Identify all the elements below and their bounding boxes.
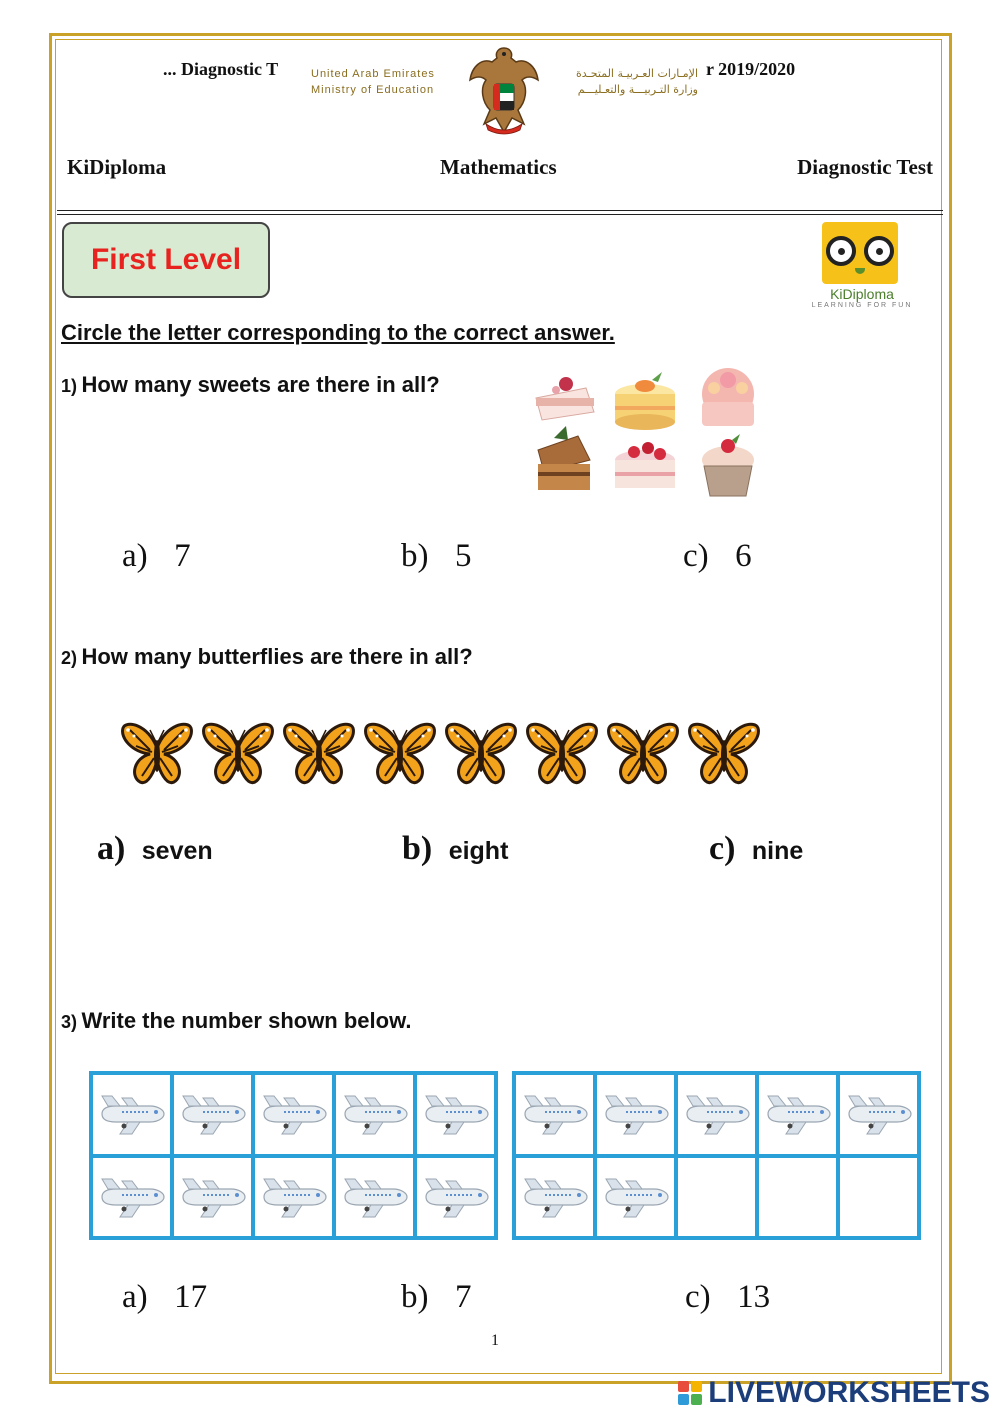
question-number: 1) xyxy=(61,376,78,396)
ten-frame-cell xyxy=(255,1158,332,1237)
cupcake-icon xyxy=(702,368,754,426)
cupcake-icon xyxy=(702,434,754,496)
header-right-text: r 2019/2020 xyxy=(706,59,796,79)
q3-option-c[interactable] xyxy=(685,1279,770,1316)
option-letter: a) xyxy=(122,1279,148,1315)
question-text: How many sweets are there in all? xyxy=(81,372,440,397)
ten-frame-cell xyxy=(759,1075,836,1154)
airplane-icon xyxy=(341,1175,409,1219)
ten-frame-cell xyxy=(597,1075,674,1154)
option-value: 7 xyxy=(454,1279,472,1315)
header-left-text: ... Diagnostic T xyxy=(163,59,279,79)
level-badge xyxy=(62,222,270,298)
option-value: nine xyxy=(751,837,804,865)
q2-option-a[interactable] xyxy=(97,830,213,868)
sweets-picture xyxy=(528,368,774,502)
liveworksheets-logo-icon xyxy=(678,1381,702,1405)
ministry-en-line2: Ministry of Education xyxy=(311,84,435,96)
airplane-icon xyxy=(341,1092,409,1136)
cake-icon xyxy=(536,377,594,420)
option-value: 7 xyxy=(174,538,191,574)
airplane-icon xyxy=(521,1175,589,1219)
ten-frame-cell xyxy=(417,1158,494,1237)
q2-option-b[interactable] xyxy=(402,830,508,868)
cake-icon xyxy=(538,426,590,490)
logo-tagline: LEARNING FOR FUN xyxy=(811,302,913,309)
header-divider xyxy=(57,210,943,211)
ten-frame-cell xyxy=(255,1075,332,1154)
question-3 xyxy=(61,1008,412,1034)
butterfly-icon xyxy=(606,718,680,788)
q1-option-b[interactable] xyxy=(401,538,471,575)
ministry-ar-line1: الإمـارات العـربيـة المتحـدة xyxy=(576,67,698,80)
airplane-icon xyxy=(260,1092,328,1136)
ten-frame-cell xyxy=(93,1075,170,1154)
airplane-icon xyxy=(422,1175,490,1219)
butterfly-icon xyxy=(282,718,356,788)
airplane-icon xyxy=(179,1092,247,1136)
q3-option-b[interactable] xyxy=(401,1279,471,1316)
option-letter: b) xyxy=(401,1279,429,1315)
option-letter: b) xyxy=(401,538,429,574)
question-number: 2) xyxy=(61,648,78,668)
option-letter: b) xyxy=(402,830,433,867)
watermark-text: LIVEWORKSHEETS xyxy=(708,1376,990,1409)
logo-owl-icon xyxy=(822,222,898,284)
header-kidiploma: KiDiploma xyxy=(67,155,167,179)
option-letter: c) xyxy=(709,830,736,867)
airplane-icon xyxy=(260,1175,328,1219)
airplane-icon xyxy=(98,1092,166,1136)
header-test-type: Diagnostic Test xyxy=(797,155,933,179)
ten-frame-cell xyxy=(93,1158,170,1237)
butterfly-icon xyxy=(120,718,194,788)
ten-frame-2 xyxy=(512,1071,921,1240)
header-subject: Mathematics xyxy=(440,155,557,179)
option-letter: a) xyxy=(122,538,148,574)
logo-name: KiDiploma xyxy=(830,286,894,302)
question-text: How many butterflies are there in all? xyxy=(81,644,473,669)
butterflies-picture xyxy=(120,716,765,790)
q1-option-c[interactable] xyxy=(683,538,752,575)
airplane-icon xyxy=(845,1092,913,1136)
airplane-icon xyxy=(422,1092,490,1136)
q1-option-a[interactable] xyxy=(122,538,191,575)
ten-frame-cell xyxy=(174,1158,251,1237)
option-value: seven xyxy=(141,837,213,865)
page-number: 1 xyxy=(491,1332,499,1349)
airplane-icon xyxy=(521,1092,589,1136)
ministry-en-line1: United Arab Emirates xyxy=(311,68,435,80)
option-value: 13 xyxy=(737,1279,771,1315)
option-value: eight xyxy=(448,837,509,865)
butterfly-icon xyxy=(687,718,761,788)
airplane-icon xyxy=(683,1092,751,1136)
question-text: Write the number shown below. xyxy=(81,1008,412,1033)
ten-frame-1 xyxy=(89,1071,498,1240)
instruction: Circle the letter corresponding to the correct answer. xyxy=(61,320,615,345)
question-1 xyxy=(61,372,440,398)
airplane-icon xyxy=(764,1092,832,1136)
ministry-arabic xyxy=(548,66,698,98)
kidiploma-logo xyxy=(806,220,918,312)
question-number: 3) xyxy=(61,1012,78,1032)
ten-frame-cell xyxy=(840,1075,917,1154)
q2-option-c[interactable] xyxy=(709,830,803,868)
question-2 xyxy=(61,644,473,670)
ministry-ar-line2: وزارة التـربيـــة والتعـليـــم xyxy=(577,83,698,96)
level-badge-text: First Level xyxy=(90,243,242,276)
ten-frame-cell xyxy=(678,1075,755,1154)
ten-frame-cell xyxy=(336,1075,413,1154)
ten-frame-cell xyxy=(516,1158,593,1237)
ten-frame-cell xyxy=(597,1158,674,1237)
butterfly-icon xyxy=(201,718,275,788)
uae-emblem-icon xyxy=(466,44,542,136)
butterfly-icon xyxy=(525,718,599,788)
ten-frame-cell xyxy=(840,1158,917,1237)
option-letter: a) xyxy=(97,830,126,867)
q3-option-a[interactable] xyxy=(122,1279,207,1316)
ten-frame-cell xyxy=(516,1075,593,1154)
ten-frame-cell xyxy=(678,1158,755,1237)
ten-frame-cell xyxy=(417,1075,494,1154)
airplane-icon xyxy=(179,1175,247,1219)
cake-icon xyxy=(615,442,675,488)
butterfly-icon xyxy=(444,718,518,788)
airplane-icon xyxy=(98,1175,166,1219)
option-value: 5 xyxy=(454,538,472,574)
butterfly-icon xyxy=(363,718,437,788)
airplane-icon xyxy=(602,1175,670,1219)
ministry-english xyxy=(311,66,435,98)
option-letter: c) xyxy=(685,1279,711,1315)
airplane-icon xyxy=(602,1092,670,1136)
ten-frame-cell xyxy=(759,1158,836,1237)
cake-icon xyxy=(615,372,675,430)
option-letter: c) xyxy=(683,538,709,574)
header-divider-2 xyxy=(57,214,943,215)
option-value: 17 xyxy=(174,1279,208,1315)
option-value: 6 xyxy=(735,538,752,574)
liveworksheets-watermark[interactable] xyxy=(678,1376,990,1410)
ten-frame-cell xyxy=(336,1158,413,1237)
ten-frame-cell xyxy=(174,1075,251,1154)
